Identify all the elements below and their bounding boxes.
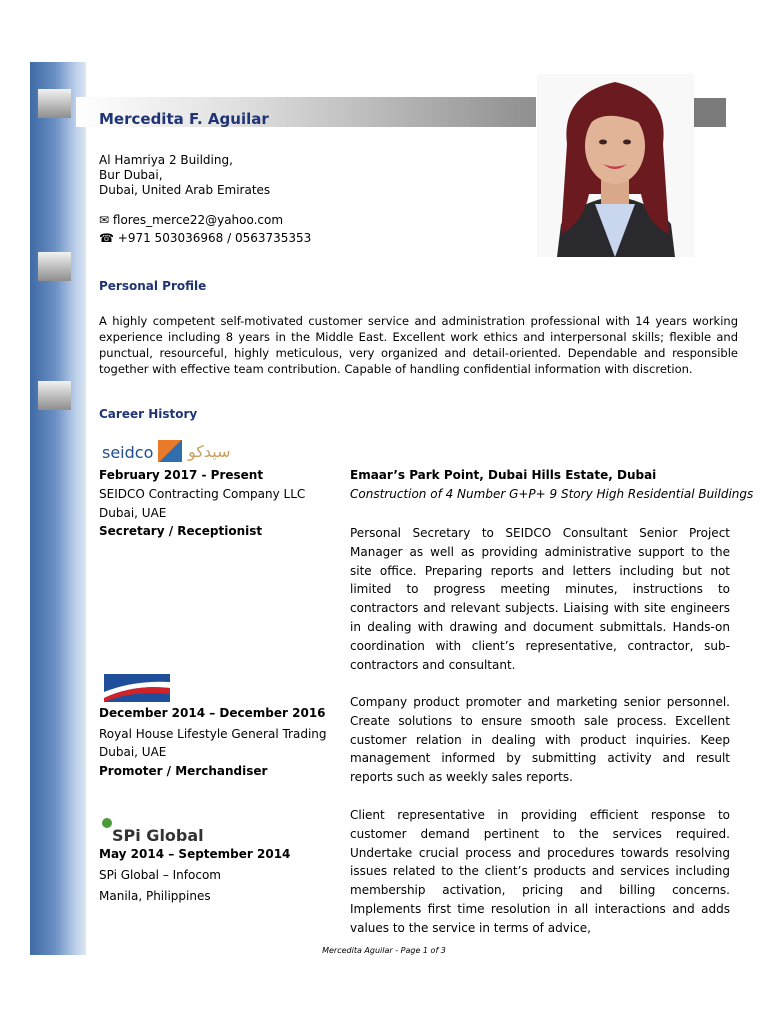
envelope-icon: ✉ [99, 213, 110, 227]
job-description: Company product promoter and marketing senior personnel. Create solutions to ensure smooth sale process. Excellent customer relation in dealing with product inquiries. Keep management informed by submitting activity and result reports such as weekly sales reports. [350, 695, 730, 785]
email-address[interactable]: flores_merce22@yahoo.com [112, 213, 284, 227]
job-project-desc: Construction of 4 Number G+P+ 9 Story High Residential Buildings [350, 487, 754, 501]
job-location: Dubai, UAE [99, 745, 167, 759]
decorative-square [694, 98, 726, 127]
spi-global-logo: SPi Global [102, 818, 212, 846]
job-company: SEIDCO Contracting Company LLC [99, 487, 306, 501]
profile-photo [537, 74, 694, 257]
telephone-icon: ☎ [99, 231, 114, 245]
seidco-logo: seidco سيدكو [102, 442, 231, 462]
decorative-square [38, 89, 71, 118]
page-footer: Mercedita Aguilar - Page 1 of 3 [322, 946, 446, 955]
email-line [99, 213, 283, 228]
phone-number: +971 503036968 / 0563735353 [117, 231, 312, 245]
job-dates: December 2014 – December 2016 [99, 706, 326, 720]
sidebar-bar [30, 62, 86, 955]
job-location: Dubai, UAE [99, 506, 167, 520]
job-description: Client representative in providing efficient response to customer demand pertinent to the services required. Undertake crucial process and procedures towards resolving issues related to the client’s products and services including membership activation, pricing and billing concerns. Implements first time resolution in all interactions and adds values to the service in terms of advice, [350, 808, 730, 935]
decorative-square [38, 252, 71, 281]
job-location: Manila, Philippines [99, 889, 211, 903]
phone-line [99, 231, 311, 246]
address-line: Dubai, United Arab Emirates [99, 183, 271, 197]
job-project: Emaar’s Park Point, Dubai Hills Estate, Dubai [350, 468, 657, 482]
candidate-name: Mercedita F. Aguilar [99, 110, 269, 128]
address-line: Bur Dubai, [99, 168, 163, 182]
decorative-square [38, 381, 71, 410]
section-heading-career: Career History [99, 407, 198, 421]
job-company: SPi Global – Infocom [99, 868, 221, 882]
job-title: Secretary / Receptionist [99, 524, 263, 538]
job-title: Promoter / Merchandiser [99, 764, 268, 778]
section-heading-profile: Personal Profile [99, 279, 207, 293]
job-dates: February 2017 - Present [99, 468, 264, 482]
job-company: Royal House Lifestyle General Trading [99, 727, 327, 741]
royal-house-logo [104, 674, 170, 702]
profile-text: A highly competent self-motivated customer service and administration professional with 14 years working experience including 8 years in the Middle East. Excellent work ethics and interpersonal skills; flexible and punctual, resourceful, highly meticulous, very organized and detail-oriented. Dependable and responsible together with effective team contribution. Capable of handling confidential information with discretion. [99, 314, 738, 376]
address-line: Al Hamriya 2 Building, [99, 153, 233, 167]
job-description: Personal Secretary to SEIDCO Consultant Senior Project Manager as well as providing administrative support to the site office. Preparing reports and letters including but not limited to progress meeting minutes, instructions to contractors and relevant subjects. Liaising with site engineers in dealing with drawing and document submittals. Hands-on coordination with client’s representative, contractor, sub-contractors and consultant. [350, 526, 730, 672]
job-dates: May 2014 – September 2014 [99, 847, 291, 861]
